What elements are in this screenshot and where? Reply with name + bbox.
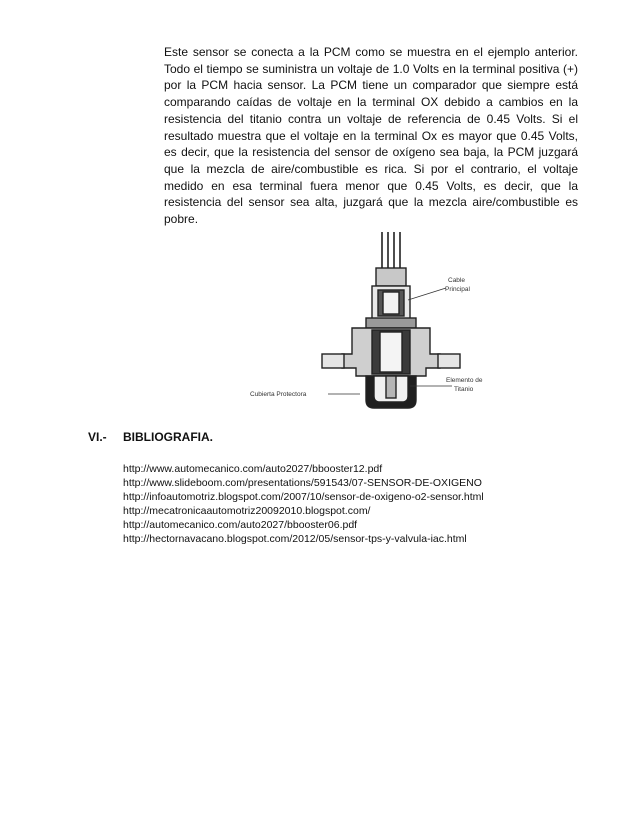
reference-item: http://www.slideboom.com/presentations/591543/07-SENSOR-DE-OXIGENO xyxy=(123,477,482,489)
sensor-protective-cover xyxy=(366,376,416,408)
section-number: VI.- xyxy=(88,430,107,444)
reference-item: http://automecanico.com/auto2027/bbooster06.pdf xyxy=(123,519,358,531)
label-cubierta-protectora: Cubierta Protectora xyxy=(250,391,307,398)
sensor-wires xyxy=(382,232,400,270)
label-elemento-line2: Titanio xyxy=(454,386,474,393)
reference-item: http://infoautomotriz.blogspot.com/2007/10/sensor-de-oxigeno-o2-sensor.html xyxy=(123,491,484,503)
section-title: BIBLIOGRAFIA. xyxy=(123,430,213,444)
bibliography-list xyxy=(123,462,484,546)
label-cable-line1: Cable xyxy=(448,277,465,284)
label-cable-line2: Principal xyxy=(445,286,470,293)
reference-item: http://mecatronicaautomotriz20092010.blogspot.com/ xyxy=(123,505,371,517)
reference-item: http://www.automecanico.com/auto2027/bbooster12.pdf xyxy=(123,463,383,475)
body-paragraph: Este sensor se conecta a la PCM como se muestra en el ejemplo anterior. Todo el tiempo se suministra un voltaje de 1.0 Volts en la terminal positiva (+) por la PCM hacia sensor. La PCM tiene un comparador que siempre está comparando caídas de voltaje en la terminal OX debido a cambios en la resistencia del titanio contra un voltaje de referencia de 0.45 Volts. Si el resultado muestra que el voltaje en la terminal Ox es mayor que 0.45 Volts, es decir, que la resistencia del sensor de oxígeno sea baja, la PCM juzgará que la mezcla de aire/combustible es rica. Si por el contrario, el voltaje medido en esa terminal fuera menor que 0.45 Volts, es decir, que la resistencia del sensor sea alta, juzgará que la mezcla aire/combustible es pobre. xyxy=(164,45,578,227)
sensor-cross-section xyxy=(240,230,500,410)
sensor-upper-housing xyxy=(366,268,416,328)
label-elemento-line1: Elemento de xyxy=(446,377,483,384)
reference-item: http://hectornavacano.blogspot.com/2012/05/sensor-tps-y-valvula-iac.html xyxy=(123,533,467,545)
sensor-hex-body xyxy=(322,328,460,376)
oxygen-sensor-diagram xyxy=(240,230,500,410)
